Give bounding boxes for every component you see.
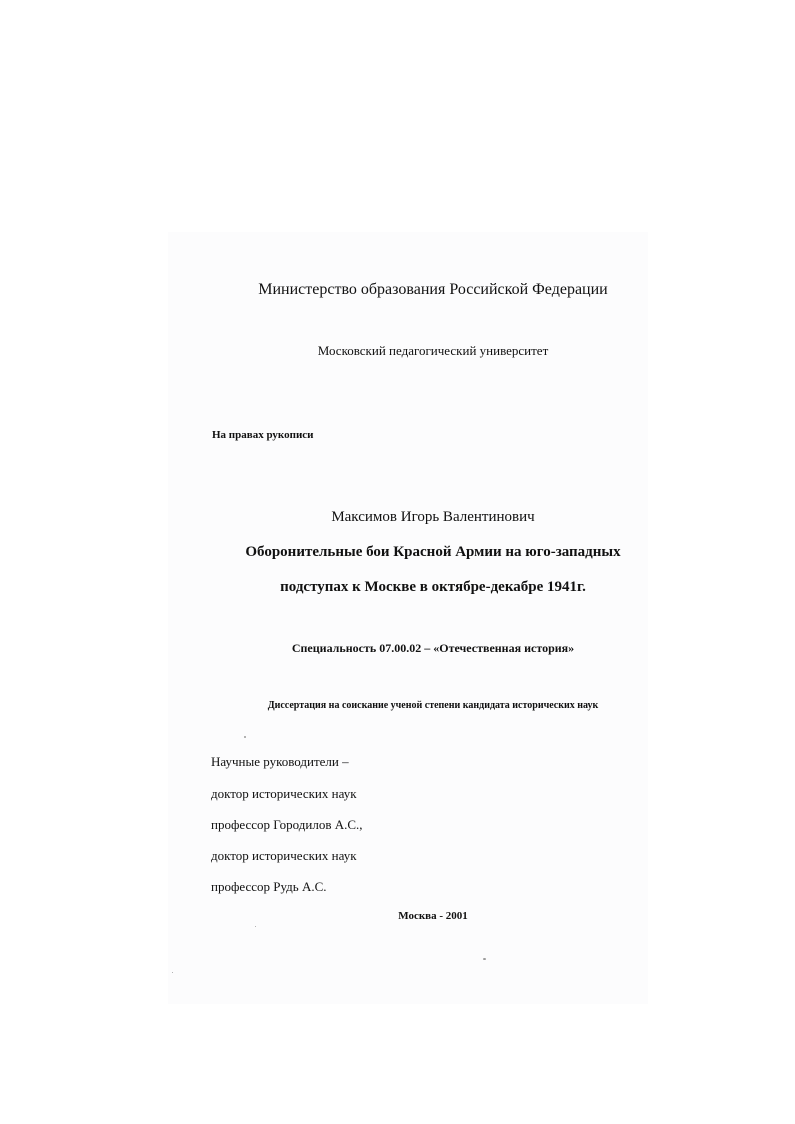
place-and-year: Москва - 2001 [398,910,468,922]
supervisor-name-1: профессор Городилов А.С., [211,817,363,832]
scan-speck [483,958,486,960]
scan-speck [172,972,173,973]
dissertation-title-line-1: Оборонительные бои Красной Армии на юго-западных [245,544,621,560]
supervisor-degree-2: доктор исторических наук [211,848,357,863]
manuscript-note: На правах рукописи [212,429,314,441]
dissertation-title-line-2: подступах к Москве в октябре-декабре 1941г. [280,579,586,595]
scan-speck [244,736,246,738]
ministry-heading: Министерство образования Российской Федерации [258,281,608,298]
scan-speck [255,926,256,927]
dissertation-note: Диссертация на соискание ученой степени кандидата исторических наук [267,700,599,711]
supervisors-heading: Научные руководители – [211,754,349,769]
specialty-line: Специальность 07.00.02 – «Отечественная история» [291,641,575,655]
supervisor-degree-1: доктор исторических наук [211,786,357,801]
author-name: Максимов Игорь Валентинович [331,509,535,525]
supervisor-name-2: профессор Рудь А.С. [211,879,327,894]
university-name: Московский педагогический университет [317,343,549,358]
